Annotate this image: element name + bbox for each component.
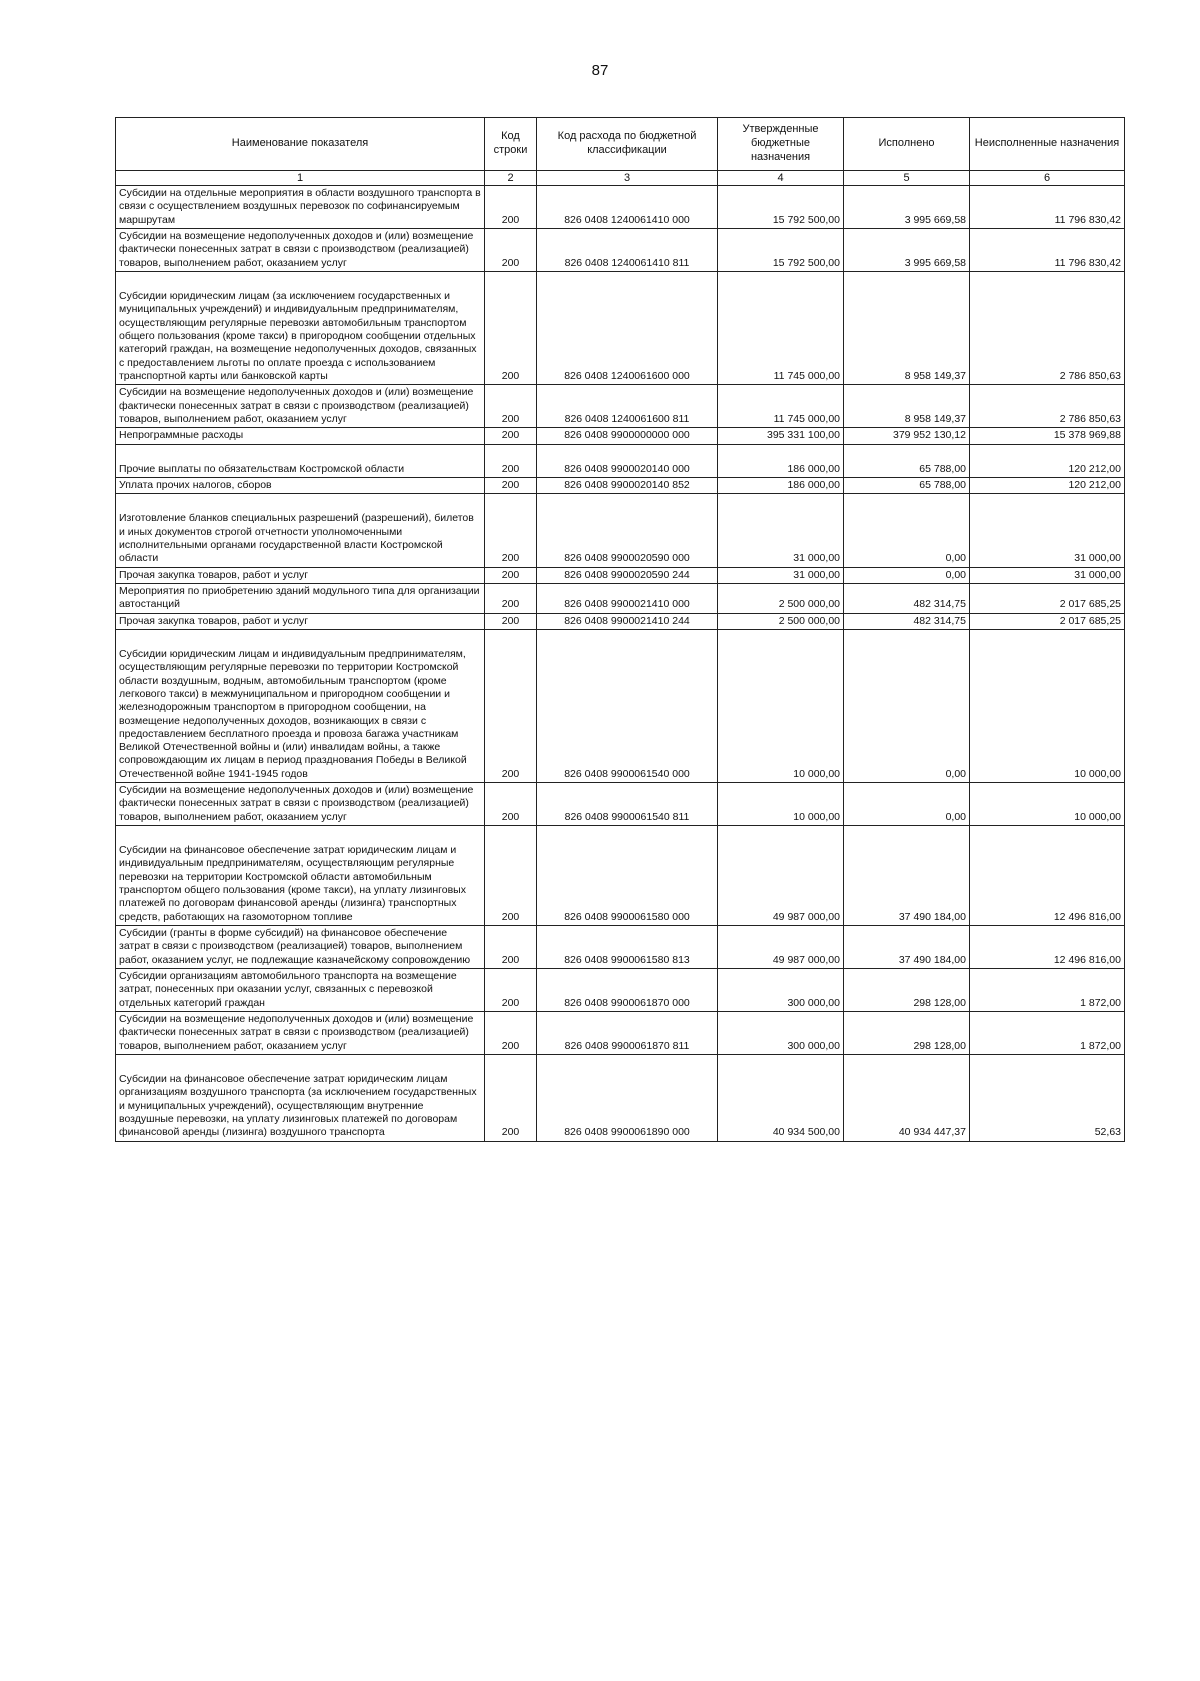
row-approved-amount: 49 987 000,00 (718, 826, 844, 926)
row-unexecuted-amount: 2 786 850,63 (970, 385, 1125, 428)
table-row (116, 567, 1125, 583)
row-approved-amount: 2 500 000,00 (718, 583, 844, 613)
table-row (116, 271, 1125, 384)
row-classification-code: 826 0408 9900061540 811 (537, 783, 718, 826)
row-executed-amount: 3 995 669,58 (844, 186, 970, 229)
row-classification-code: 826 0408 9900061870 000 (537, 969, 718, 1012)
row-executed-amount: 8 958 149,37 (844, 271, 970, 384)
row-code: 200 (485, 567, 537, 583)
row-name: Субсидии на финансовое обеспечение затрат юридическим лицам и индивидуальным предпринимателям, осуществляющим регулярные перевозки на территории Костромской области автомобильным транспортом общего пользования (кроме такси), на уплату лизинговых платежей по договорам финансовой аренды (лизинга) транспортных средств, работающих на газомоторном топливе (116, 826, 485, 926)
row-executed-amount: 37 490 184,00 (844, 826, 970, 926)
row-name: Субсидии (гранты в форме субсидий) на финансовое обеспечение затрат в связи с производством (реализацией) товаров, выполнением работ, оказанием услуг, не подлежащие казначейскому сопровождению (116, 926, 485, 969)
row-unexecuted-amount: 10 000,00 (970, 629, 1125, 782)
row-classification-code: 826 0408 9900061580 813 (537, 926, 718, 969)
column-number: 2 (485, 171, 537, 186)
row-classification-code: 826 0408 9900061580 000 (537, 826, 718, 926)
column-number: 3 (537, 171, 718, 186)
page-number: 87 (591, 62, 609, 79)
table-row (116, 926, 1125, 969)
column-header-executed: Исполнено (844, 118, 970, 171)
row-executed-amount: 8 958 149,37 (844, 385, 970, 428)
row-executed-amount: 0,00 (844, 567, 970, 583)
row-code: 200 (485, 271, 537, 384)
row-code: 200 (485, 428, 537, 444)
row-code: 200 (485, 228, 537, 271)
row-code: 200 (485, 186, 537, 229)
row-code: 200 (485, 629, 537, 782)
row-classification-code: 826 0408 9900061870 811 (537, 1012, 718, 1055)
row-unexecuted-amount: 12 496 816,00 (970, 926, 1125, 969)
row-unexecuted-amount: 31 000,00 (970, 494, 1125, 567)
table-row (116, 228, 1125, 271)
row-unexecuted-amount: 2 017 685,25 (970, 583, 1125, 613)
row-name: Прочая закупка товаров, работ и услуг (116, 567, 485, 583)
row-approved-amount: 186 000,00 (718, 444, 844, 477)
row-name: Субсидии организациям автомобильного транспорта на возмещение затрат, понесенных при оказании услуг, связанных с перевозкой отдельных категорий граждан (116, 969, 485, 1012)
row-name: Субсидии юридическим лицам (за исключением государственных и муниципальных учреждений) и индивидуальным предпринимателям, осуществляющим регулярные перевозки автомобильным транспортом общего пользования (кроме такси) в пригородном сообщении отдельных категорий граждан, на возмещение недополученных доходов, связанных с предоставлением льготы по оплате проезда с использованием транспортной карты или банковской карты (116, 271, 485, 384)
row-name: Субсидии юридическим лицам и индивидуальным предпринимателям, осуществляющим регулярные перевозки по территории Костромской области воздушным, водным, автомобильным транспортом (кроме легкового такси) в межмуниципальном и пригородном сообщении и железнодорожным транспортом в пригородном сообщении, на возмещение недополученных доходов, возникающих в связи с предоставлением бесплатного проезда и провоза багажа участникам Великой Отечественной войны и (или) инвалидам войны, а также сопровождающим их лицам в период празднования Победы в Великой Отечественной войне 1941-1945 годов (116, 629, 485, 782)
row-name: Мероприятия по приобретению зданий модульного типа для организации автостанций (116, 583, 485, 613)
row-name: Субсидии на финансовое обеспечение затрат юридическим лицам организациям воздушного транспорта (за исключением государственных и муниципальных учреждений), осуществляющим внутренние воздушные перевозки, на уплату лизинговых платежей по договорам финансовой аренды (лизинга) воздушного транспорта (116, 1055, 485, 1142)
row-approved-amount: 31 000,00 (718, 567, 844, 583)
row-classification-code: 826 0408 9900020140 852 (537, 477, 718, 493)
table-row (116, 629, 1125, 782)
table-row (116, 477, 1125, 493)
row-executed-amount: 298 128,00 (844, 1012, 970, 1055)
row-unexecuted-amount: 120 212,00 (970, 444, 1125, 477)
row-unexecuted-amount: 2 786 850,63 (970, 271, 1125, 384)
row-executed-amount: 3 995 669,58 (844, 228, 970, 271)
row-executed-amount: 40 934 447,37 (844, 1055, 970, 1142)
row-executed-amount: 0,00 (844, 494, 970, 567)
table-row (116, 826, 1125, 926)
row-classification-code: 826 0408 9900021410 244 (537, 613, 718, 629)
row-name: Субсидии на возмещение недополученных доходов и (или) возмещение фактически понесенных затрат в связи с производством (реализацией) товаров, выполнением работ, оказанием услуг (116, 228, 485, 271)
column-header-name: Наименование показателя (116, 118, 485, 171)
row-executed-amount: 379 952 130,12 (844, 428, 970, 444)
row-code: 200 (485, 969, 537, 1012)
row-approved-amount: 49 987 000,00 (718, 926, 844, 969)
row-unexecuted-amount: 11 796 830,42 (970, 186, 1125, 229)
row-unexecuted-amount: 52,63 (970, 1055, 1125, 1142)
row-unexecuted-amount: 10 000,00 (970, 783, 1125, 826)
row-approved-amount: 10 000,00 (718, 629, 844, 782)
row-approved-amount: 300 000,00 (718, 1012, 844, 1055)
column-number: 1 (116, 171, 485, 186)
row-name: Непрограммные расходы (116, 428, 485, 444)
row-classification-code: 826 0408 9900061890 000 (537, 1055, 718, 1142)
row-executed-amount: 65 788,00 (844, 477, 970, 493)
row-classification-code: 826 0408 1240061600 000 (537, 271, 718, 384)
table-body (116, 186, 1125, 1142)
row-code: 200 (485, 1012, 537, 1055)
row-name: Прочие выплаты по обязательствам Костромской области (116, 444, 485, 477)
row-code: 200 (485, 385, 537, 428)
row-code: 200 (485, 826, 537, 926)
row-name: Уплата прочих налогов, сборов (116, 477, 485, 493)
row-code: 200 (485, 477, 537, 493)
row-classification-code: 826 0408 1240061410 000 (537, 186, 718, 229)
column-header-classification: Код расхода по бюджетной классификации (537, 118, 718, 171)
row-executed-amount: 482 314,75 (844, 583, 970, 613)
table-row (116, 583, 1125, 613)
row-approved-amount: 15 792 500,00 (718, 228, 844, 271)
row-unexecuted-amount: 2 017 685,25 (970, 613, 1125, 629)
column-number: 4 (718, 171, 844, 186)
row-classification-code: 826 0408 9900000000 000 (537, 428, 718, 444)
row-executed-amount: 0,00 (844, 629, 970, 782)
row-approved-amount: 40 934 500,00 (718, 1055, 844, 1142)
row-approved-amount: 300 000,00 (718, 969, 844, 1012)
table-row (116, 969, 1125, 1012)
row-executed-amount: 37 490 184,00 (844, 926, 970, 969)
table-row (116, 1055, 1125, 1142)
row-code: 200 (485, 583, 537, 613)
row-approved-amount: 395 331 100,00 (718, 428, 844, 444)
row-code: 200 (485, 494, 537, 567)
row-name: Субсидии на возмещение недополученных доходов и (или) возмещение фактически понесенных затрат в связи с производством (реализацией) товаров, выполнением работ, оказанием услуг (116, 783, 485, 826)
column-number: 6 (970, 171, 1125, 186)
row-unexecuted-amount: 31 000,00 (970, 567, 1125, 583)
row-classification-code: 826 0408 9900020590 000 (537, 494, 718, 567)
row-approved-amount: 2 500 000,00 (718, 613, 844, 629)
column-header-unexecuted: Неисполненные назначения (970, 118, 1125, 171)
row-classification-code: 826 0408 9900020140 000 (537, 444, 718, 477)
table-row (116, 428, 1125, 444)
row-executed-amount: 65 788,00 (844, 444, 970, 477)
row-name: Субсидии на отдельные мероприятия в области воздушного транспорта в связи с осуществлением воздушных перевозок по софинансируемым маршрутам (116, 186, 485, 229)
row-executed-amount: 0,00 (844, 783, 970, 826)
column-header-approved: Утвержденные бюджетные назначения (718, 118, 844, 171)
row-classification-code: 826 0408 9900020590 244 (537, 567, 718, 583)
table-row (116, 1012, 1125, 1055)
budget-execution-table (115, 117, 1125, 1142)
row-executed-amount: 482 314,75 (844, 613, 970, 629)
table-row (116, 613, 1125, 629)
table-row (116, 444, 1125, 477)
row-unexecuted-amount: 1 872,00 (970, 969, 1125, 1012)
row-name: Субсидии на возмещение недополученных доходов и (или) возмещение фактически понесенных затрат в связи с производством (реализацией) товаров, выполнением работ, оказанием услуг (116, 1012, 485, 1055)
row-name: Изготовление бланков специальных разрешений (разрешений), билетов и иных документов строгой отчетности уполномоченными исполнительными органами государственной власти Костромской области (116, 494, 485, 567)
row-code: 200 (485, 613, 537, 629)
column-header-code: Код строки (485, 118, 537, 171)
row-unexecuted-amount: 120 212,00 (970, 477, 1125, 493)
row-code: 200 (485, 444, 537, 477)
column-number-row (116, 171, 1125, 186)
table-row (116, 385, 1125, 428)
row-unexecuted-amount: 11 796 830,42 (970, 228, 1125, 271)
table-row (116, 186, 1125, 229)
row-approved-amount: 31 000,00 (718, 494, 844, 567)
table-header-row (116, 118, 1125, 171)
row-classification-code: 826 0408 1240061600 811 (537, 385, 718, 428)
row-name: Субсидии на возмещение недополученных доходов и (или) возмещение фактически понесенных затрат в связи с производством (реализацией) товаров, выполнением работ, оказанием услуг (116, 385, 485, 428)
table-row (116, 783, 1125, 826)
row-approved-amount: 15 792 500,00 (718, 186, 844, 229)
row-classification-code: 826 0408 9900021410 000 (537, 583, 718, 613)
row-approved-amount: 186 000,00 (718, 477, 844, 493)
row-unexecuted-amount: 15 378 969,88 (970, 428, 1125, 444)
row-classification-code: 826 0408 9900061540 000 (537, 629, 718, 782)
row-approved-amount: 10 000,00 (718, 783, 844, 826)
row-classification-code: 826 0408 1240061410 811 (537, 228, 718, 271)
row-approved-amount: 11 745 000,00 (718, 271, 844, 384)
row-code: 200 (485, 926, 537, 969)
row-name: Прочая закупка товаров, работ и услуг (116, 613, 485, 629)
row-unexecuted-amount: 1 872,00 (970, 1012, 1125, 1055)
row-code: 200 (485, 1055, 537, 1142)
column-number: 5 (844, 171, 970, 186)
row-code: 200 (485, 783, 537, 826)
row-approved-amount: 11 745 000,00 (718, 385, 844, 428)
row-unexecuted-amount: 12 496 816,00 (970, 826, 1125, 926)
table-row (116, 494, 1125, 567)
row-executed-amount: 298 128,00 (844, 969, 970, 1012)
